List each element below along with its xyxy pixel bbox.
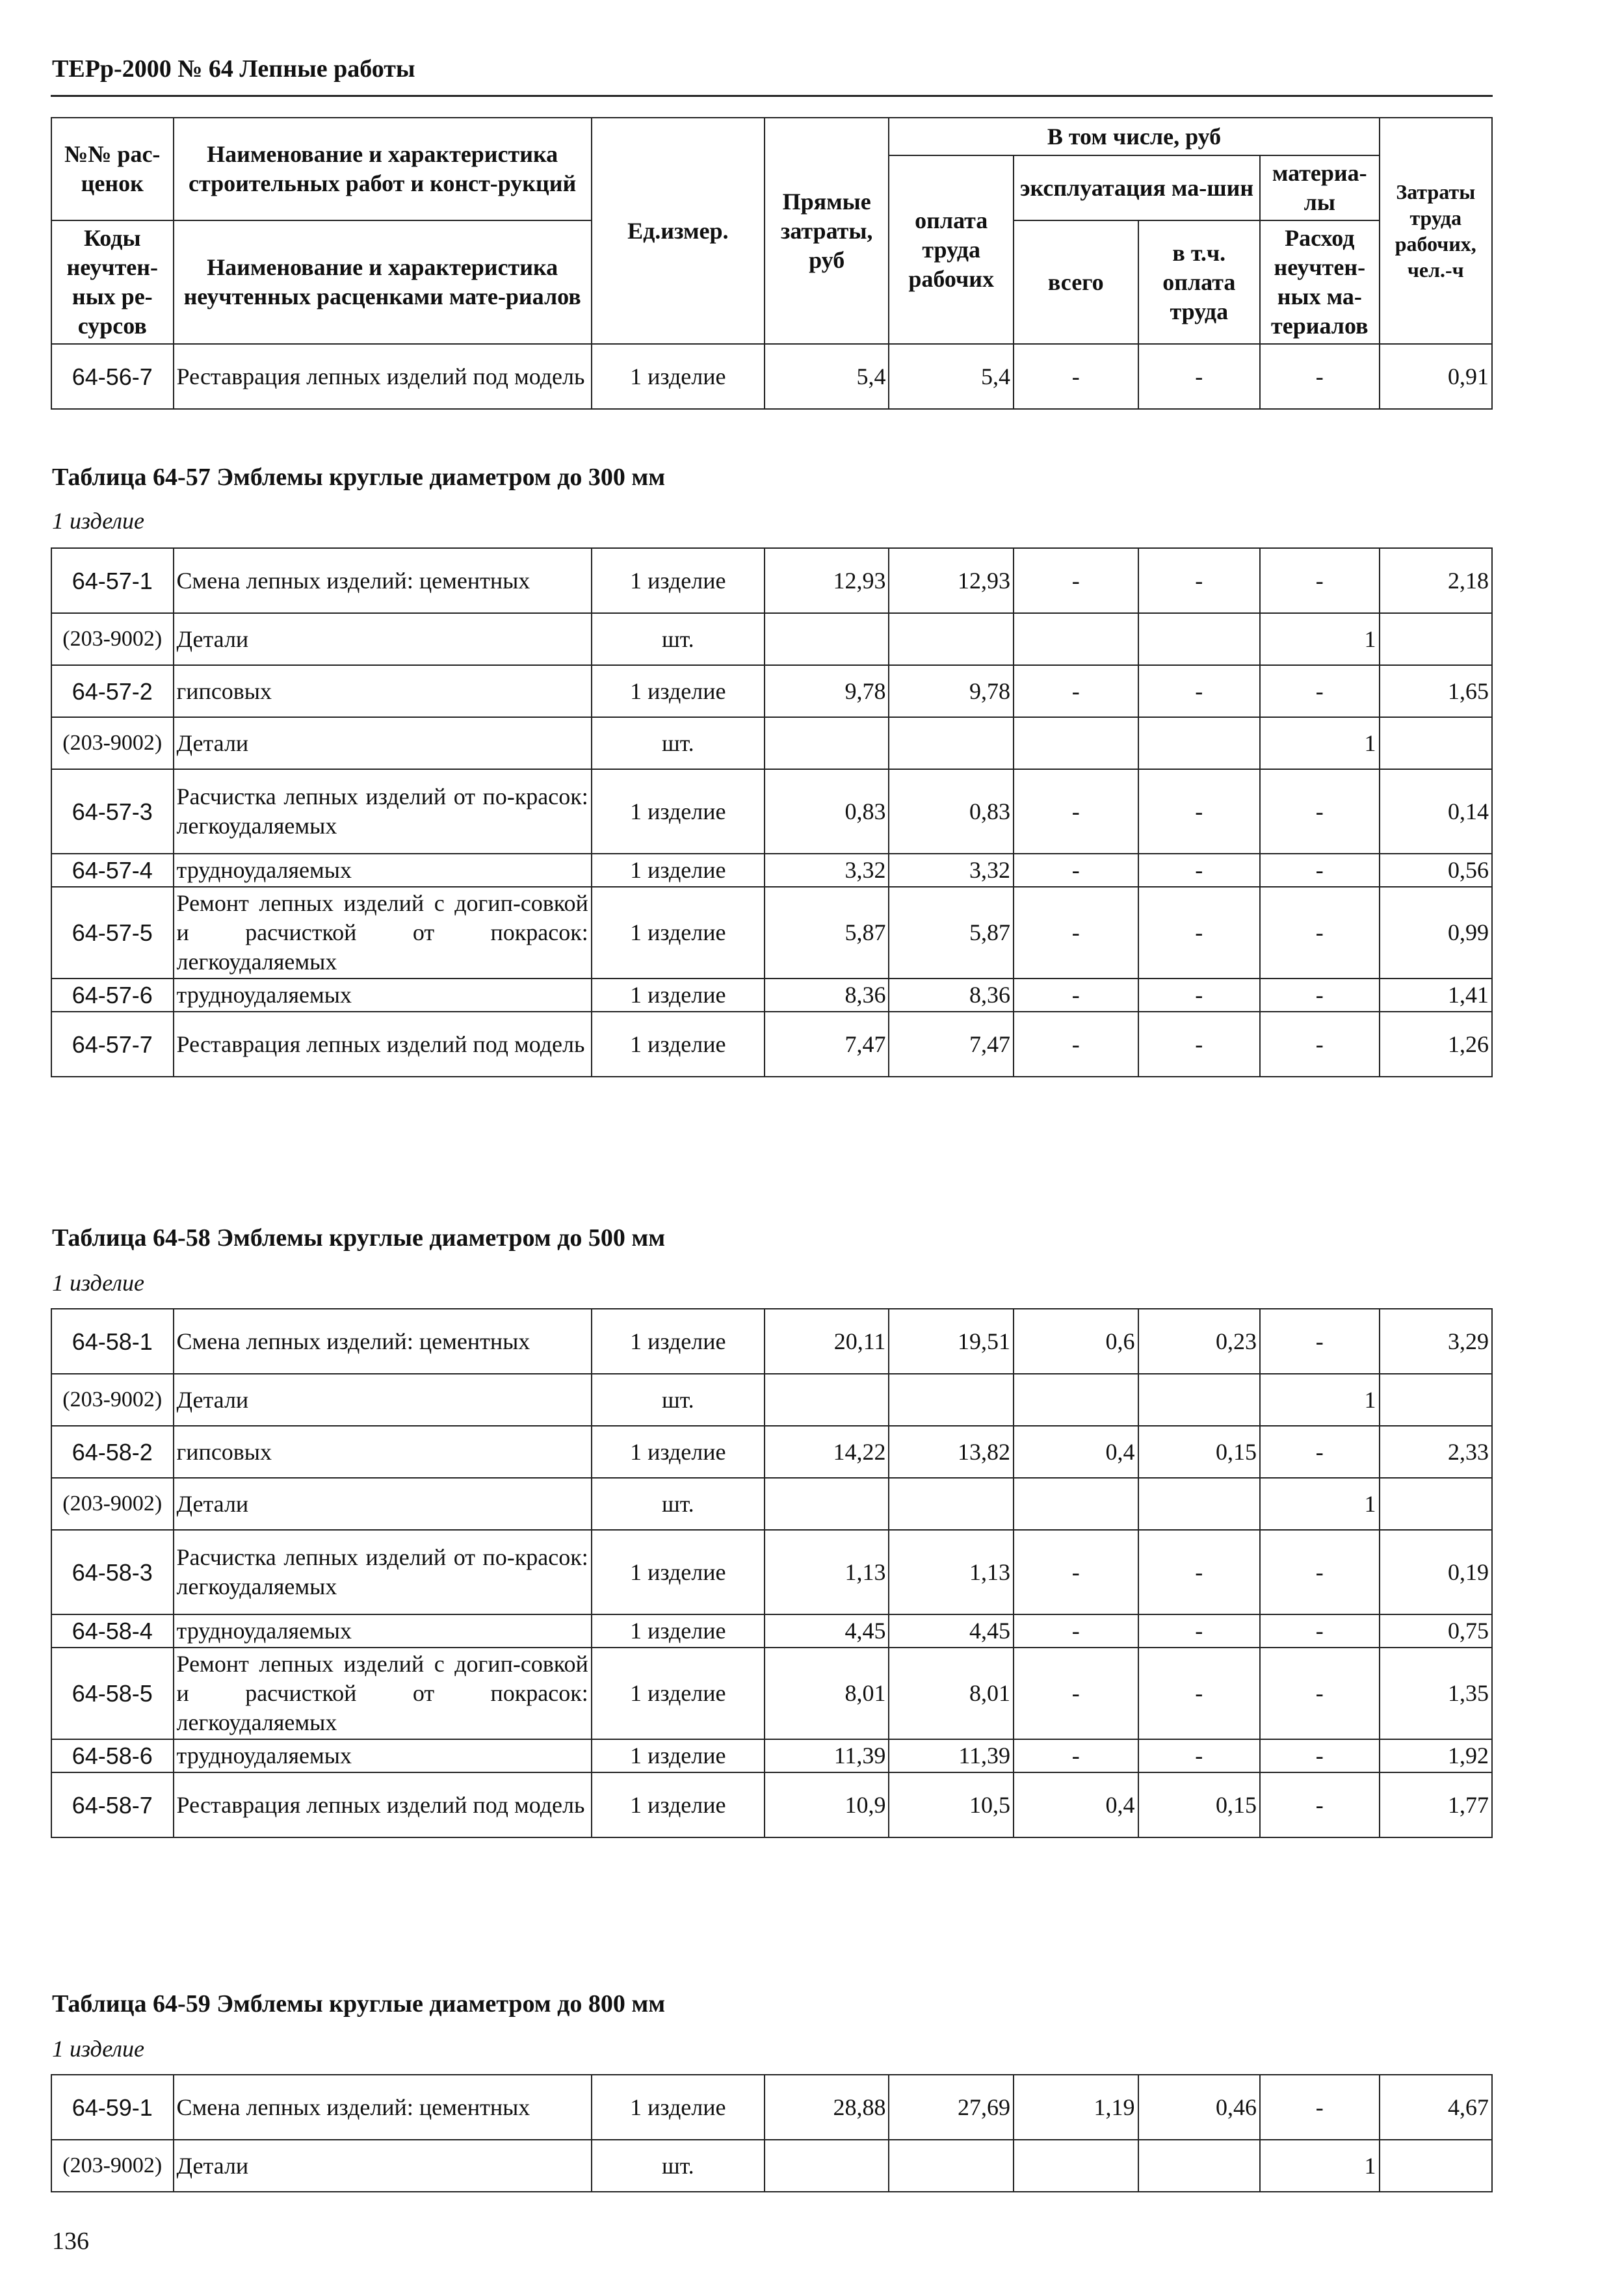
row-mat: - — [1260, 665, 1379, 717]
row-name: Реставрация лепных изделий под модель — [174, 344, 592, 409]
header-labor: Затраты труда рабочих, чел.-ч — [1380, 118, 1492, 344]
row-pay: 8,01 — [889, 1648, 1014, 1739]
row-name: гипсовых — [174, 665, 592, 717]
row-unit: шт. — [592, 613, 765, 665]
row-direct: 8,01 — [765, 1648, 889, 1739]
row-mat: - — [1260, 1772, 1379, 1837]
row-labor — [1380, 1374, 1492, 1426]
row-mach — [1014, 613, 1138, 665]
row-code: 64-58-7 — [51, 1772, 174, 1837]
row-mach: - — [1014, 979, 1138, 1012]
row-pay: 5,4 — [889, 344, 1014, 409]
row-labor: 1,65 — [1380, 665, 1492, 717]
table-row — [51, 1309, 1492, 1374]
header-direct: Прямые затраты, руб — [765, 118, 889, 344]
row-direct: 12,93 — [765, 548, 889, 613]
row-pay: 27,69 — [889, 2075, 1014, 2140]
row-pay: 9,78 — [889, 665, 1014, 717]
row-name: Смена лепных изделий: цементных — [174, 2075, 592, 2140]
row-labor: 1,77 — [1380, 1772, 1492, 1837]
row-direct: 5,4 — [765, 344, 889, 409]
row-unit: шт. — [592, 2140, 765, 2192]
row-mat: - — [1260, 979, 1379, 1012]
row-name: Смена лепных изделий: цементных — [174, 1309, 592, 1374]
row-labor: 0,56 — [1380, 854, 1492, 887]
row-code: (203-9002) — [51, 2140, 174, 2192]
row-labor: 1,26 — [1380, 1012, 1492, 1077]
row-name: Расчистка лепных изделий от по-красок: легкоудаляемых — [174, 769, 592, 854]
row-code: 64-57-2 — [51, 665, 174, 717]
row-pay: 4,45 — [889, 1614, 1014, 1648]
row-labor: 0,99 — [1380, 887, 1492, 979]
row-direct: 20,11 — [765, 1309, 889, 1374]
table-row — [51, 1426, 1492, 1478]
row-name: трудноудаляемых — [174, 979, 592, 1012]
row-name: трудноудаляемых — [174, 1739, 592, 1772]
row-mat: - — [1260, 1530, 1379, 1614]
row-unit: 1 изделие — [592, 1772, 765, 1837]
row-mat: - — [1260, 344, 1380, 409]
row-mach: - — [1014, 887, 1138, 979]
row-code: (203-9002) — [51, 717, 174, 769]
row-mat: 1 — [1260, 1374, 1379, 1426]
row-mach-pay: - — [1138, 1614, 1261, 1648]
row-mach-pay: 0,15 — [1138, 1426, 1261, 1478]
table-58-unit-note: 1 изделие — [52, 1270, 144, 1296]
row-code: 64-57-7 — [51, 1012, 174, 1077]
row-direct: 1,13 — [765, 1530, 889, 1614]
header-code-top: №№ рас-ценок — [51, 118, 174, 220]
header-code-bottom: Коды неучтен-ных ре-сурсов — [51, 220, 174, 344]
row-direct: 11,39 — [765, 1739, 889, 1772]
row-mach-pay: - — [1138, 665, 1261, 717]
table-59 — [51, 2074, 1493, 2192]
row-unit: 1 изделие — [592, 548, 765, 613]
row-unit: 1 изделие — [592, 2075, 765, 2140]
row-pay: 19,51 — [889, 1309, 1014, 1374]
row-pay: 7,47 — [889, 1012, 1014, 1077]
row-name: гипсовых — [174, 1426, 592, 1478]
row-labor: 0,75 — [1380, 1614, 1492, 1648]
row-name: Расчистка лепных изделий от по-красок: легкоудаляемых — [174, 1530, 592, 1614]
row-mat: 1 — [1260, 613, 1379, 665]
row-mat: - — [1260, 2075, 1379, 2140]
row-mach — [1014, 1478, 1138, 1530]
row-code: (203-9002) — [51, 1478, 174, 1530]
row-unit: 1 изделие — [592, 854, 765, 887]
header-materials-sub: Расход неучтен-ных ма-териалов — [1260, 220, 1380, 344]
row-name: Смена лепных изделий: цементных — [174, 548, 592, 613]
row-pay — [889, 2140, 1014, 2192]
row-mach-pay — [1138, 717, 1261, 769]
row-mach: - — [1014, 1648, 1138, 1739]
row-direct: 0,83 — [765, 769, 889, 854]
table-57 — [51, 547, 1493, 1077]
row-pay — [889, 1374, 1014, 1426]
row-labor — [1380, 613, 1492, 665]
row-unit: 1 изделие — [592, 1012, 765, 1077]
row-unit: 1 изделие — [592, 344, 765, 409]
header-unit: Ед.измер. — [592, 118, 765, 344]
row-mat: - — [1260, 1309, 1379, 1374]
table-57-title: Таблица 64-57 Эмблемы круглые диаметром до 300 мм — [52, 464, 666, 491]
row-unit: 1 изделие — [592, 1530, 765, 1614]
table-row — [51, 1374, 1492, 1426]
row-name: Ремонт лепных изделий с догип-совкой и расчисткой от покрасок: легкоудаляемых — [174, 1648, 592, 1739]
table-row — [51, 717, 1492, 769]
row-name: Реставрация лепных изделий под модель — [174, 1012, 592, 1077]
table-row — [51, 887, 1492, 979]
table-row — [51, 613, 1492, 665]
row-mach-pay — [1138, 613, 1261, 665]
row-code: 64-58-6 — [51, 1739, 174, 1772]
row-name: трудноудаляемых — [174, 854, 592, 887]
row-mat: - — [1260, 548, 1379, 613]
row-direct: 14,22 — [765, 1426, 889, 1478]
table-row — [51, 979, 1492, 1012]
header-name-top: Наименование и характеристика строительных работ и конст-рукций — [174, 118, 592, 220]
header-mach-total: всего — [1014, 220, 1138, 344]
row-labor: 0,14 — [1380, 769, 1492, 854]
row-code: 64-57-5 — [51, 887, 174, 979]
table-row — [51, 854, 1492, 887]
row-mat: - — [1260, 1614, 1379, 1648]
row-labor: 4,67 — [1380, 2075, 1492, 2140]
row-unit: 1 изделие — [592, 1648, 765, 1739]
row-unit: 1 изделие — [592, 1426, 765, 1478]
row-direct: 9,78 — [765, 665, 889, 717]
row-unit: 1 изделие — [592, 1614, 765, 1648]
row-pay: 13,82 — [889, 1426, 1014, 1478]
row-unit: 1 изделие — [592, 1739, 765, 1772]
row-mat: - — [1260, 1648, 1379, 1739]
row-pay — [889, 613, 1014, 665]
row-direct: 4,45 — [765, 1614, 889, 1648]
table-row — [51, 548, 1492, 613]
table-row — [51, 1648, 1492, 1739]
page-number: 136 — [52, 2228, 89, 2255]
table-row — [51, 1614, 1492, 1648]
row-mach — [1014, 1374, 1138, 1426]
row-mat: 1 — [1260, 717, 1379, 769]
header-rule — [51, 95, 1493, 97]
row-mach-pay: - — [1138, 854, 1261, 887]
table-58-title: Таблица 64-58 Эмблемы круглые диаметром до 500 мм — [52, 1224, 666, 1252]
page-header-title: ТЕРр-2000 № 64 Лепные работы — [52, 55, 415, 83]
table-row — [51, 344, 1492, 409]
row-pay: 5,87 — [889, 887, 1014, 979]
table-row — [51, 1772, 1492, 1837]
row-pay: 1,13 — [889, 1530, 1014, 1614]
row-mach-pay: 0,15 — [1138, 1772, 1261, 1837]
row-direct: 28,88 — [765, 2075, 889, 2140]
header-materials: материа-лы — [1260, 155, 1380, 220]
row-pay: 11,39 — [889, 1739, 1014, 1772]
row-mach: - — [1014, 1739, 1138, 1772]
row-name: Детали — [174, 613, 592, 665]
row-mat: - — [1260, 1012, 1379, 1077]
header-name-bottom: Наименование и характеристика неучтенных расценками мате-риалов — [174, 220, 592, 344]
table-row — [51, 1530, 1492, 1614]
row-unit: 1 изделие — [592, 1309, 765, 1374]
row-mat: - — [1260, 1426, 1379, 1478]
row-name: Детали — [174, 717, 592, 769]
row-unit: 1 изделие — [592, 887, 765, 979]
row-mach-pay — [1138, 1478, 1261, 1530]
row-mach: 1,19 — [1014, 2075, 1138, 2140]
row-mat: - — [1260, 769, 1379, 854]
row-unit: 1 изделие — [592, 769, 765, 854]
row-mach: 0,4 — [1014, 1772, 1138, 1837]
row-direct: 3,32 — [765, 854, 889, 887]
header-labor-pay: оплата труда рабочих — [889, 155, 1014, 344]
table-row — [51, 2075, 1492, 2140]
header-mach-pay: в т.ч. оплата труда — [1138, 220, 1261, 344]
row-mach-pay: 0,46 — [1138, 2075, 1261, 2140]
row-labor: 0,91 — [1380, 344, 1492, 409]
row-pay: 0,83 — [889, 769, 1014, 854]
row-unit: шт. — [592, 717, 765, 769]
table-row — [51, 2140, 1492, 2192]
row-labor: 1,41 — [1380, 979, 1492, 1012]
row-mat: - — [1260, 887, 1379, 979]
row-labor — [1380, 1478, 1492, 1530]
row-mach: - — [1014, 854, 1138, 887]
row-mach-pay: - — [1138, 344, 1261, 409]
row-unit: 1 изделие — [592, 979, 765, 1012]
header-machines: эксплуатация ма-шин — [1014, 155, 1260, 220]
row-mach-pay: - — [1138, 548, 1261, 613]
row-unit: шт. — [592, 1374, 765, 1426]
row-code: 64-58-3 — [51, 1530, 174, 1614]
row-code: 64-58-1 — [51, 1309, 174, 1374]
row-mach-pay: - — [1138, 1648, 1261, 1739]
row-direct: 10,9 — [765, 1772, 889, 1837]
row-code: (203-9002) — [51, 1374, 174, 1426]
row-mach: - — [1014, 769, 1138, 854]
row-mach-pay: - — [1138, 887, 1261, 979]
row-name: Детали — [174, 1478, 592, 1530]
row-direct: 5,87 — [765, 887, 889, 979]
table-row — [51, 665, 1492, 717]
header-table — [51, 117, 1493, 410]
row-code: 64-57-1 — [51, 548, 174, 613]
row-mach: 0,4 — [1014, 1426, 1138, 1478]
row-name: Детали — [174, 2140, 592, 2192]
row-direct — [765, 613, 889, 665]
row-mach — [1014, 2140, 1138, 2192]
row-mach: - — [1014, 344, 1138, 409]
row-code: 64-57-6 — [51, 979, 174, 1012]
row-mach: - — [1014, 665, 1138, 717]
table-59-title: Таблица 64-59 Эмблемы круглые диаметром до 800 мм — [52, 1990, 666, 2018]
row-mach-pay — [1138, 1374, 1261, 1426]
row-code: 64-57-4 — [51, 854, 174, 887]
row-labor — [1380, 2140, 1492, 2192]
row-mach: 0,6 — [1014, 1309, 1138, 1374]
table-row — [51, 1478, 1492, 1530]
row-code: 64-58-4 — [51, 1614, 174, 1648]
row-labor: 1,35 — [1380, 1648, 1492, 1739]
row-mach-pay: - — [1138, 769, 1261, 854]
row-name: трудноудаляемых — [174, 1614, 592, 1648]
row-mach-pay: - — [1138, 1012, 1261, 1077]
row-pay — [889, 717, 1014, 769]
table-row — [51, 769, 1492, 854]
row-labor: 2,18 — [1380, 548, 1492, 613]
table-57-unit-note: 1 изделие — [52, 508, 144, 534]
table-59-unit-note: 1 изделие — [52, 2036, 144, 2062]
row-mat: 1 — [1260, 1478, 1379, 1530]
row-unit: 1 изделие — [592, 665, 765, 717]
row-labor: 0,19 — [1380, 1530, 1492, 1614]
row-code: 64-56-7 — [51, 344, 174, 409]
row-code: 64-58-2 — [51, 1426, 174, 1478]
table-58 — [51, 1308, 1493, 1838]
row-mach-pay — [1138, 2140, 1261, 2192]
row-mach: - — [1014, 1012, 1138, 1077]
row-labor: 1,92 — [1380, 1739, 1492, 1772]
row-name: Детали — [174, 1374, 592, 1426]
row-code: 64-58-5 — [51, 1648, 174, 1739]
row-labor: 3,29 — [1380, 1309, 1492, 1374]
row-code: (203-9002) — [51, 613, 174, 665]
row-mach: - — [1014, 1614, 1138, 1648]
row-mach — [1014, 717, 1138, 769]
row-direct — [765, 1374, 889, 1426]
row-direct — [765, 1478, 889, 1530]
row-labor — [1380, 717, 1492, 769]
table-row — [51, 1739, 1492, 1772]
row-code: 64-57-3 — [51, 769, 174, 854]
row-pay: 3,32 — [889, 854, 1014, 887]
row-mach-pay: - — [1138, 1530, 1261, 1614]
row-pay — [889, 1478, 1014, 1530]
row-mach-pay: - — [1138, 1739, 1261, 1772]
row-pay: 12,93 — [889, 548, 1014, 613]
row-mat: - — [1260, 854, 1379, 887]
row-name: Ремонт лепных изделий с догип-совкой и расчисткой от покрасок: легкоудаляемых — [174, 887, 592, 979]
row-direct — [765, 2140, 889, 2192]
row-mach-pay: - — [1138, 979, 1261, 1012]
row-mat: 1 — [1260, 2140, 1379, 2192]
row-mach: - — [1014, 548, 1138, 613]
row-code: 64-59-1 — [51, 2075, 174, 2140]
row-mach: - — [1014, 1530, 1138, 1614]
row-direct — [765, 717, 889, 769]
row-pay: 10,5 — [889, 1772, 1014, 1837]
row-labor: 2,33 — [1380, 1426, 1492, 1478]
row-mat: - — [1260, 1739, 1379, 1772]
row-direct: 7,47 — [765, 1012, 889, 1077]
row-pay: 8,36 — [889, 979, 1014, 1012]
table-row — [51, 1012, 1492, 1077]
row-name: Реставрация лепных изделий под модель — [174, 1772, 592, 1837]
header-incl: В том числе, руб — [889, 118, 1379, 155]
row-unit: шт. — [592, 1478, 765, 1530]
row-direct: 8,36 — [765, 979, 889, 1012]
row-mach-pay: 0,23 — [1138, 1309, 1261, 1374]
